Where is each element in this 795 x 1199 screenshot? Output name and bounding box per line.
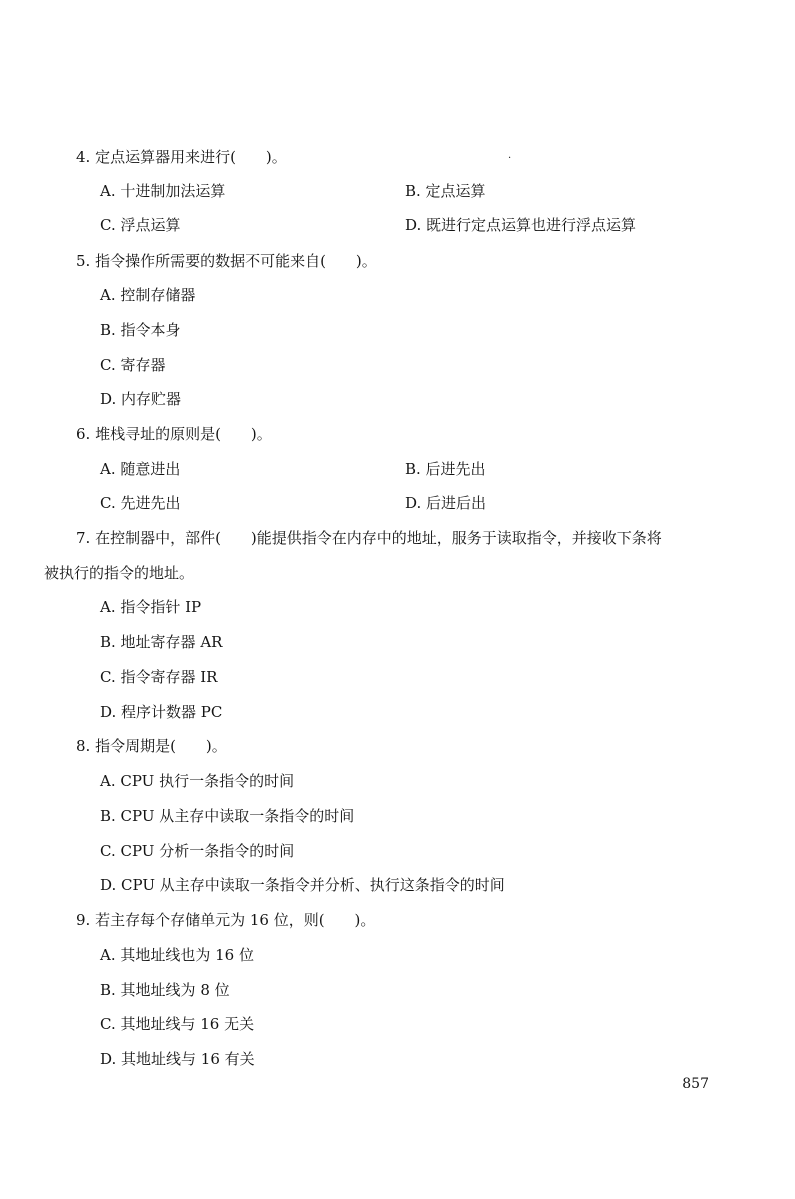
question-9-stem: 9. 若主存每个存储单元为 16 位，则( )。 bbox=[76, 911, 376, 929]
question-8-option-c: C. CPU 分析一条指令的时间 bbox=[100, 842, 295, 860]
question-9-option-d: D. 其地址线与 16 有关 bbox=[100, 1050, 255, 1068]
question-4-option-c: C. 浮点运算 bbox=[100, 216, 181, 234]
question-9-option-a: A. 其地址线也为 16 位 bbox=[100, 946, 254, 964]
question-8-option-b: B. CPU 从主存中读取一条指令的时间 bbox=[100, 807, 355, 825]
question-7-option-c: C. 指令寄存器 IR bbox=[100, 668, 218, 686]
question-4-option-a: A. 十进制加法运算 bbox=[100, 182, 226, 200]
question-8-stem: 8. 指令周期是( )。 bbox=[76, 737, 227, 755]
question-9-option-b: B. 其地址线为 8 位 bbox=[100, 981, 230, 999]
question-5-option-a: A. 控制存储器 bbox=[100, 286, 196, 304]
question-7-option-a: A. 指令指针 IP bbox=[100, 598, 202, 616]
stray-mark: . bbox=[508, 150, 512, 161]
question-4-option-d: D. 既进行定点运算也进行浮点运算 bbox=[405, 216, 637, 234]
page-number: 857 bbox=[682, 1076, 709, 1092]
question-6-option-c: C. 先进先出 bbox=[100, 494, 181, 512]
question-6-stem: 6. 堆栈寻址的原则是( )。 bbox=[76, 425, 272, 443]
question-5-stem: 5. 指令操作所需要的数据不可能来自( )。 bbox=[76, 252, 377, 270]
question-7-option-b: B. 地址寄存器 AR bbox=[100, 633, 223, 651]
question-5-option-d: D. 内存贮器 bbox=[100, 390, 182, 408]
question-8-option-d: D. CPU 从主存中读取一条指令并分析、执行这条指令的时间 bbox=[100, 876, 505, 894]
question-6-option-d: D. 后进后出 bbox=[405, 494, 487, 512]
question-7-stem: 7. 在控制器中，部件( )能提供指令在内存中的地址，服务于读取指令，并接收下条将 bbox=[76, 529, 662, 547]
question-7-stem-continuation: 被执行的指令的地址。 bbox=[44, 564, 195, 582]
question-8-option-a: A. CPU 执行一条指令的时间 bbox=[100, 772, 295, 790]
question-4-stem: 4. 定点运算器用来进行( )。 bbox=[76, 148, 287, 166]
question-5-option-b: B. 指令本身 bbox=[100, 321, 181, 339]
question-9-option-c: C. 其地址线与 16 无关 bbox=[100, 1015, 255, 1033]
question-7-option-d: D. 程序计数器 PC bbox=[100, 703, 223, 721]
question-4-option-b: B. 定点运算 bbox=[405, 182, 486, 200]
question-6-option-a: A. 随意进出 bbox=[100, 460, 181, 478]
question-5-option-c: C. 寄存器 bbox=[100, 356, 166, 374]
question-6-option-b: B. 后进先出 bbox=[405, 460, 486, 478]
